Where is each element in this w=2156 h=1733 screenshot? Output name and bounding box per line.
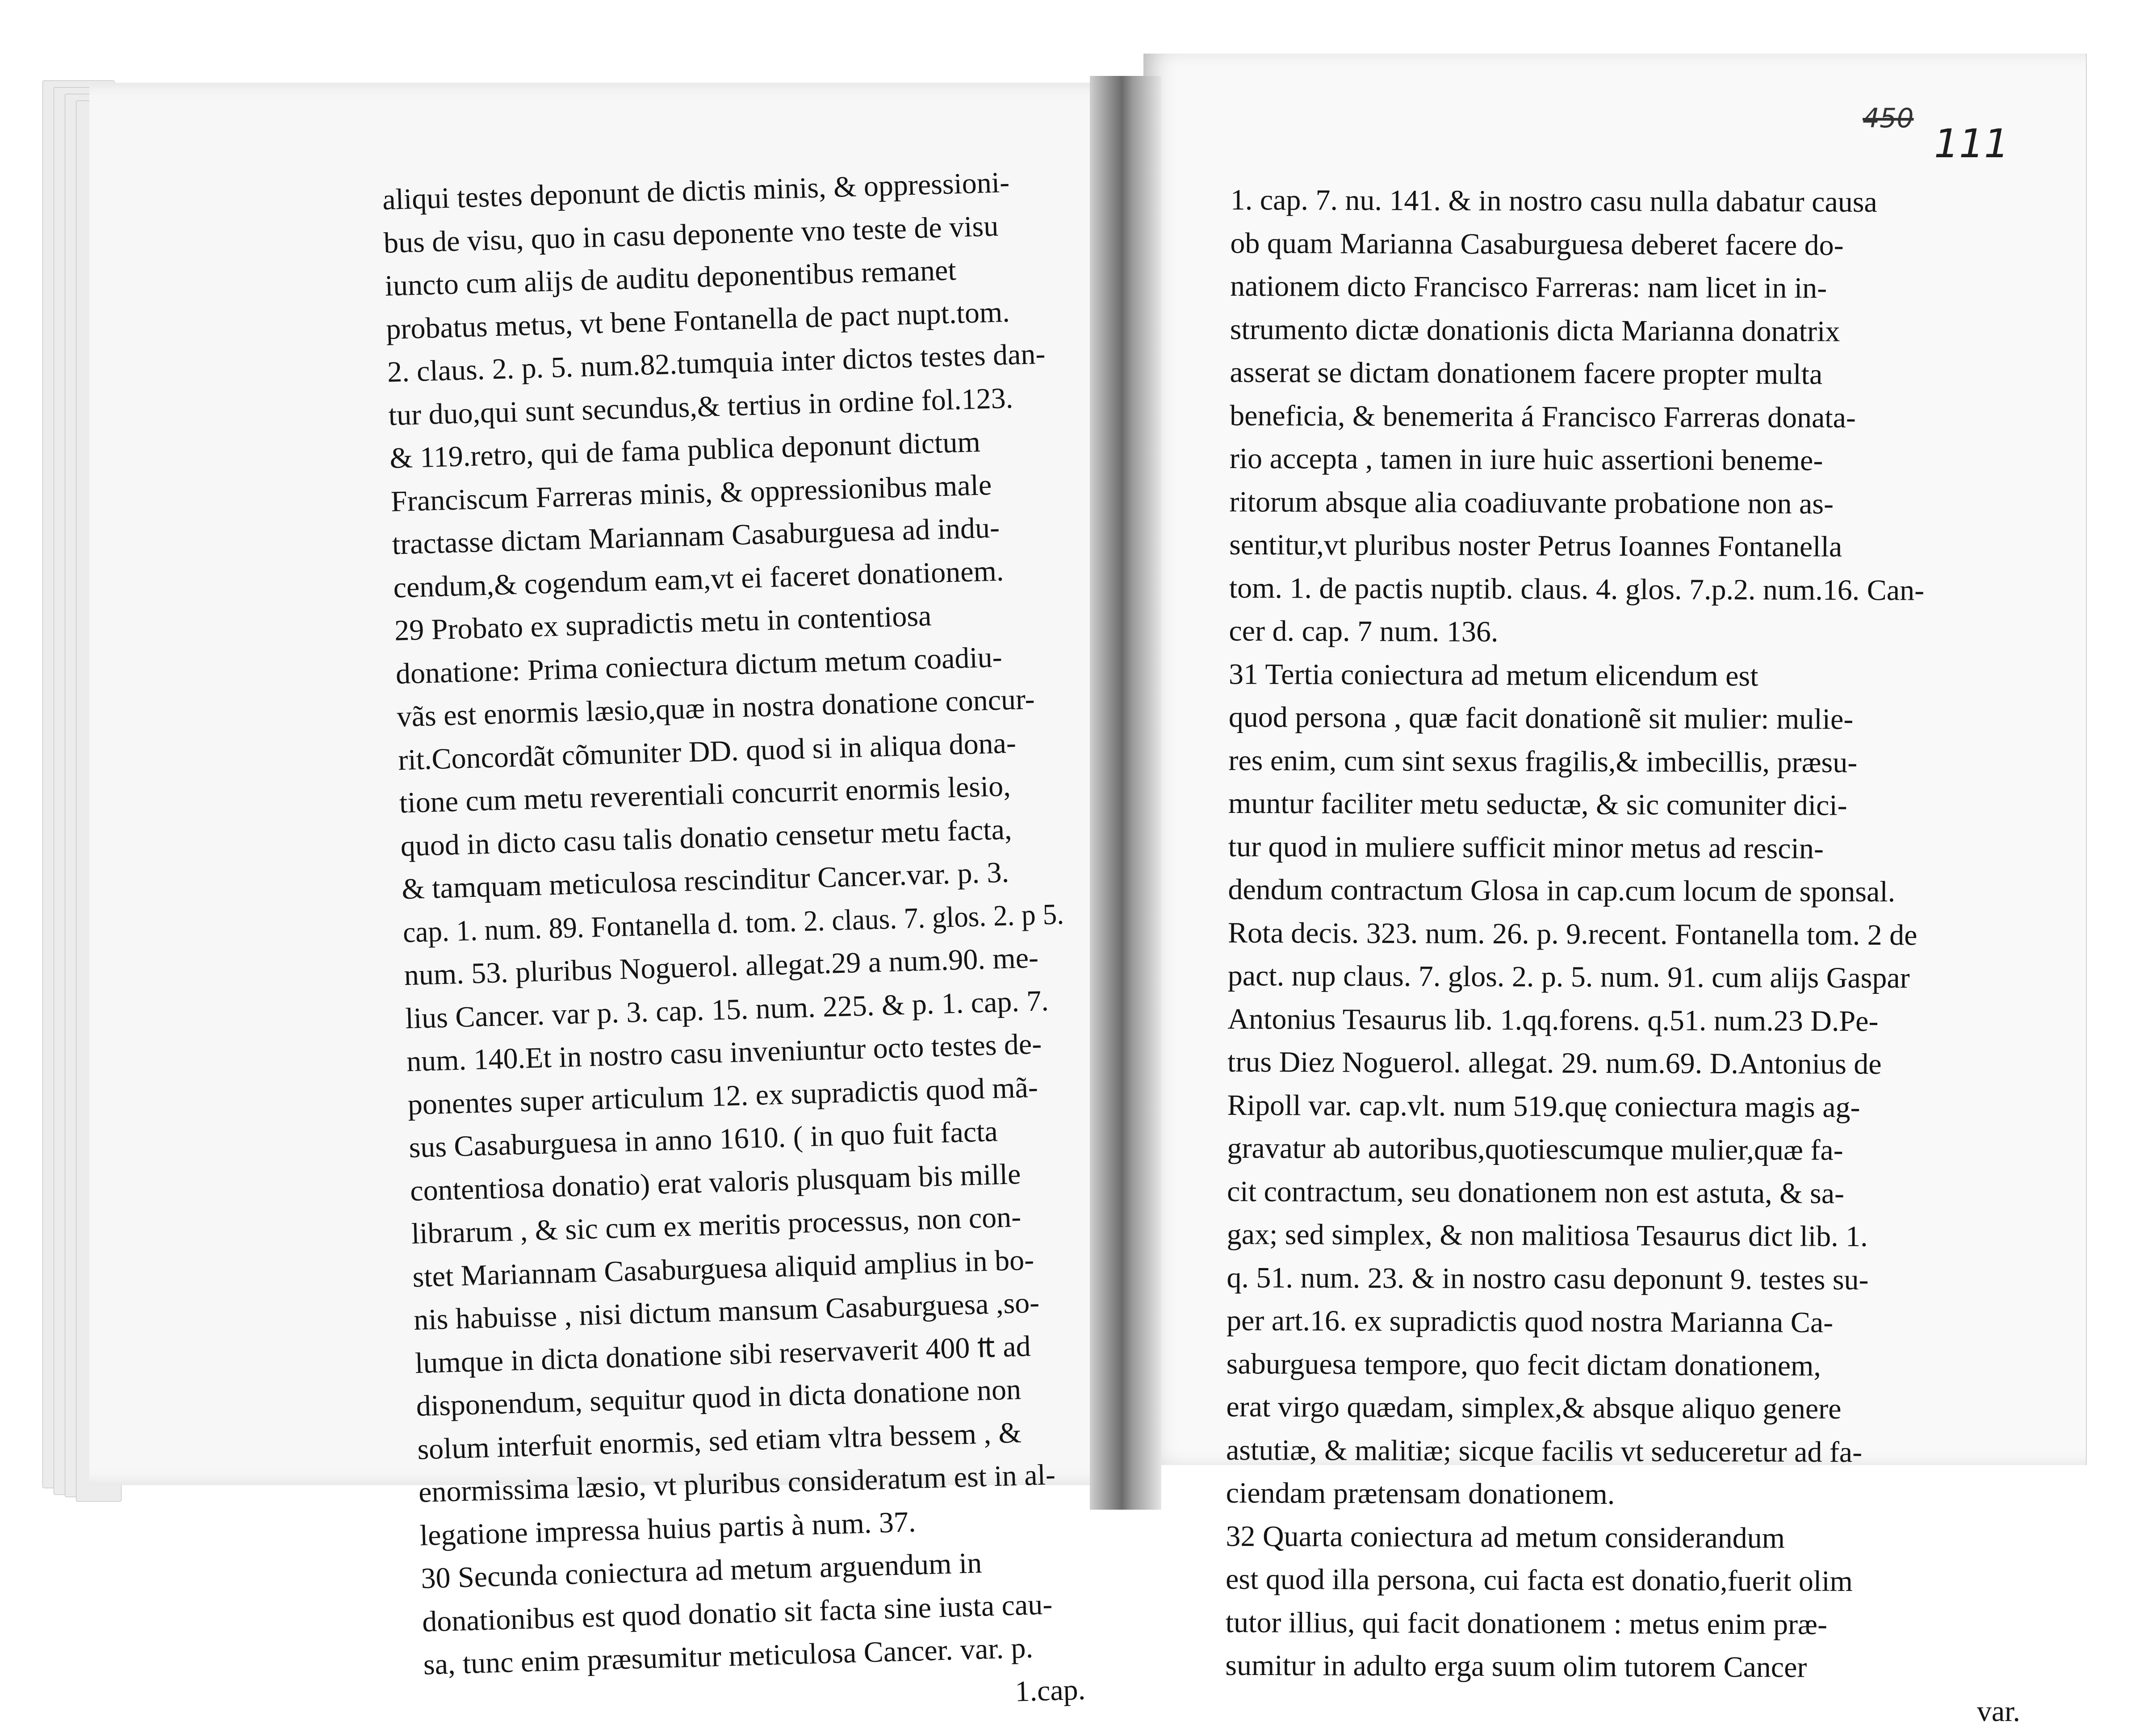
text-line: lius Cancer. var p. 3. cap. 15. num. 225. & p. 1. cap. 7. xyxy=(405,984,1049,1035)
text-line: disponendum, sequitur quod in dicta donatione non xyxy=(415,1373,1021,1423)
text-line: probatus metus, vt bene Fontanella de pact nupt.tom. xyxy=(385,295,1010,346)
text-line: tione cum metu reverentiali concurrit enormis lesio, xyxy=(399,770,1011,820)
text-line: enormissima læsio, vt pluribus consideratum est in al- xyxy=(418,1458,1056,1509)
right-page-text xyxy=(1225,179,2026,1733)
catchword: var. xyxy=(1976,1695,2021,1728)
text-line: quod in dicto casu talis donatio censetur metu facta, xyxy=(400,812,1013,862)
catchword: 1.cap. xyxy=(1014,1673,1086,1708)
text-line: strumento dictæ donationis dicta Marianna donatrix xyxy=(1230,313,1840,348)
text-line: & 119.retro, qui de fama publica deponunt dictum xyxy=(389,425,981,475)
text-line: donatione: Prima coniectura dictum metum coadiu- xyxy=(395,640,1003,691)
text-line: sus Casaburguesa in anno 1610. ( in quo fuit facta xyxy=(408,1115,998,1164)
text-line: est quod illa persona, cui facta est donatio,fuerit olim xyxy=(1225,1562,1853,1598)
text-line: librarum , & sic cum ex meritis processus, non con- xyxy=(410,1200,1022,1251)
text-line: tutor illius, qui facit donationem : metus enim præ- xyxy=(1225,1606,1828,1641)
folio-number: 111 xyxy=(1934,121,2009,167)
text-line: tractasse dictam Mariannam Casaburguesa ad indu- xyxy=(391,511,1000,561)
text-line: sumitur in adulto erga suum olim tutorem Cancer xyxy=(1225,1649,1807,1684)
text-line: donationibus est quod donatio sit facta sine iusta cau- xyxy=(422,1587,1053,1638)
text-line: pact. nup claus. 7. glos. 2. p. 5. num. 91. cum alijs Gaspar xyxy=(1227,959,1910,995)
text-line: asserat se dictam donationem facere propter multa xyxy=(1230,356,1823,391)
text-line: cer d. cap. 7 num. 136. xyxy=(1229,614,1499,649)
text-line: cap. 1. num. 89. Fontanella d. tom. 2. claus. 7. glos. 2. p 5. xyxy=(402,897,1064,949)
text-line: rio accepta , tamen in iure huic assertioni beneme- xyxy=(1229,442,1823,477)
text-line: 32 Quarta coniectura ad metum considerandum xyxy=(1226,1520,1785,1554)
text-line: saburguesa tempore, quo fecit dictam donationem, xyxy=(1226,1347,1821,1382)
text-line: per art.16. ex supradictis quod nostra Marianna Ca- xyxy=(1226,1304,1834,1339)
text-line: cendum,& cogendum eam,vt ei faceret donationem. xyxy=(393,554,1005,604)
text-line: gax; sed simplex, & non malitiosa Tesaurus dict lib. 1. xyxy=(1227,1218,1868,1253)
text-line: erat virgo quædam, simplex,& absque aliquo genere xyxy=(1226,1390,1842,1425)
text-line: beneficia, & benemerita á Francisco Farreras donata- xyxy=(1230,399,1856,434)
text-line: res enim, cum sint sexus fragilis,& imbecillis, præsu- xyxy=(1228,744,1858,779)
text-line: Rota decis. 323. num. 26. p. 9.recent. Fontanella tom. 2 de xyxy=(1227,916,1917,951)
text-line: quod persona , quæ facit donationẽ sit mulier: mulie- xyxy=(1228,700,1854,736)
text-line: Antonius Tesaurus lib. 1.qq.forens. q.51. num.23 D.Pe- xyxy=(1227,1002,1879,1038)
book-gutter xyxy=(1090,76,1161,1510)
text-line: rit.Concordãt cõmuniter DD. quod si in aliqua dona- xyxy=(398,726,1017,776)
text-line: contentiosa donatio) erat valoris plusquam bis mille xyxy=(410,1157,1021,1207)
text-line: nationem dicto Francisco Farreras: nam licet in in- xyxy=(1230,269,1827,305)
text-line: q. 51. num. 23. & in nostro casu deponunt 9. testes su- xyxy=(1227,1261,1869,1296)
text-line: aliqui testes deponunt de dictis minis, & oppressioni- xyxy=(382,166,1010,216)
text-line: solum interfuit enormis, sed etiam vltra bessem , & xyxy=(417,1416,1022,1466)
text-line: sa, tunc enim præsumitur meticulosa Cancer. var. p. xyxy=(423,1631,1034,1681)
text-line: stet Mariannam Casaburguesa aliquid amplius in bo- xyxy=(412,1243,1035,1293)
text-line: 30 Secunda coniectura ad metum arguendum in xyxy=(420,1546,983,1595)
text-line: trus Diez Noguerol. allegat. 29. num.69. D.Antonius de xyxy=(1227,1045,1882,1081)
text-line: tom. 1. de pactis nuptib. claus. 4. glos. 7.p.2. num.16. Can- xyxy=(1229,571,1925,607)
text-line: lumque in dicta donatione sibi reservaverit 400 ₶ ad xyxy=(414,1329,1031,1380)
text-line: iuncto cum alijs de auditu deponentibus remanet xyxy=(384,254,957,302)
text-line: ponentes super articulum 12. ex supradictis quod mã- xyxy=(407,1071,1038,1121)
text-line: 31 Tertia coniectura ad metum elicendum est xyxy=(1229,657,1758,692)
text-line: Ripoll var. cap.vlt. num 519.quę coniectura magis ag- xyxy=(1227,1088,1860,1124)
text-line: ritorum absque alia coadiuvante probatione non as- xyxy=(1229,485,1834,520)
text-line: nis habuisse , nisi dictum mansum Casaburguesa ,so- xyxy=(413,1286,1040,1336)
text-line: gravatur ab autoribus,quotiescumque mulier,quæ fa- xyxy=(1227,1131,1843,1167)
text-line: ciendam prætensam donationem. xyxy=(1226,1476,1615,1511)
text-line: Franciscum Farreras minis, & oppressionibus male xyxy=(390,468,992,518)
text-line: legatione impressa huius partis à num. 37. xyxy=(419,1505,917,1552)
folio-struck-number: 450 xyxy=(1863,103,1914,134)
text-line: 2. claus. 2. p. 5. num.82.tumquia inter dictos testes dan- xyxy=(387,337,1046,389)
text-line: 29 Probato ex supradictis metu in contentiosa xyxy=(394,599,932,647)
text-line: vãs est enormis læsio,quæ in nostra donatione concur- xyxy=(396,682,1035,733)
text-line: astutiæ, & malitiæ; sicque facilis vt seduceretur ad fa- xyxy=(1226,1433,1863,1469)
text-line: bus de visu, quo in casu deponente vno teste de visu xyxy=(383,209,999,260)
text-line: & tamquam meticulosa rescinditur Cancer.var. p. 3. xyxy=(401,856,1009,906)
text-line: ob quam Marianna Casaburguesa deberet facere do- xyxy=(1230,226,1844,262)
text-line: cit contractum, seu donationem non est astuta, & sa- xyxy=(1227,1175,1845,1210)
text-line: num. 53. pluribus Noguerol. allegat.29 a num.90. me- xyxy=(403,941,1039,992)
text-line: tur duo,qui sunt secundus,& tertius in ordine fol.123. xyxy=(388,381,1013,432)
text-line: tur quod in muliere sufficit minor metus ad rescin- xyxy=(1228,830,1824,865)
text-line: dendum contractum Glosa in cap.cum locum de sponsal. xyxy=(1228,873,1896,908)
text-line: sentitur,vt pluribus noster Petrus Ioannes Fontanella xyxy=(1229,528,1842,563)
text-line: 1. cap. 7. nu. 141. & in nostro casu nulla dabatur causa xyxy=(1230,183,1877,219)
text-line: num. 140.Et in nostro casu inveniuntur octo testes de- xyxy=(406,1027,1042,1078)
text-line: muntur faciliter metu seductæ, & sic comuniter dici- xyxy=(1228,787,1847,822)
left-page-text xyxy=(382,160,1086,1730)
